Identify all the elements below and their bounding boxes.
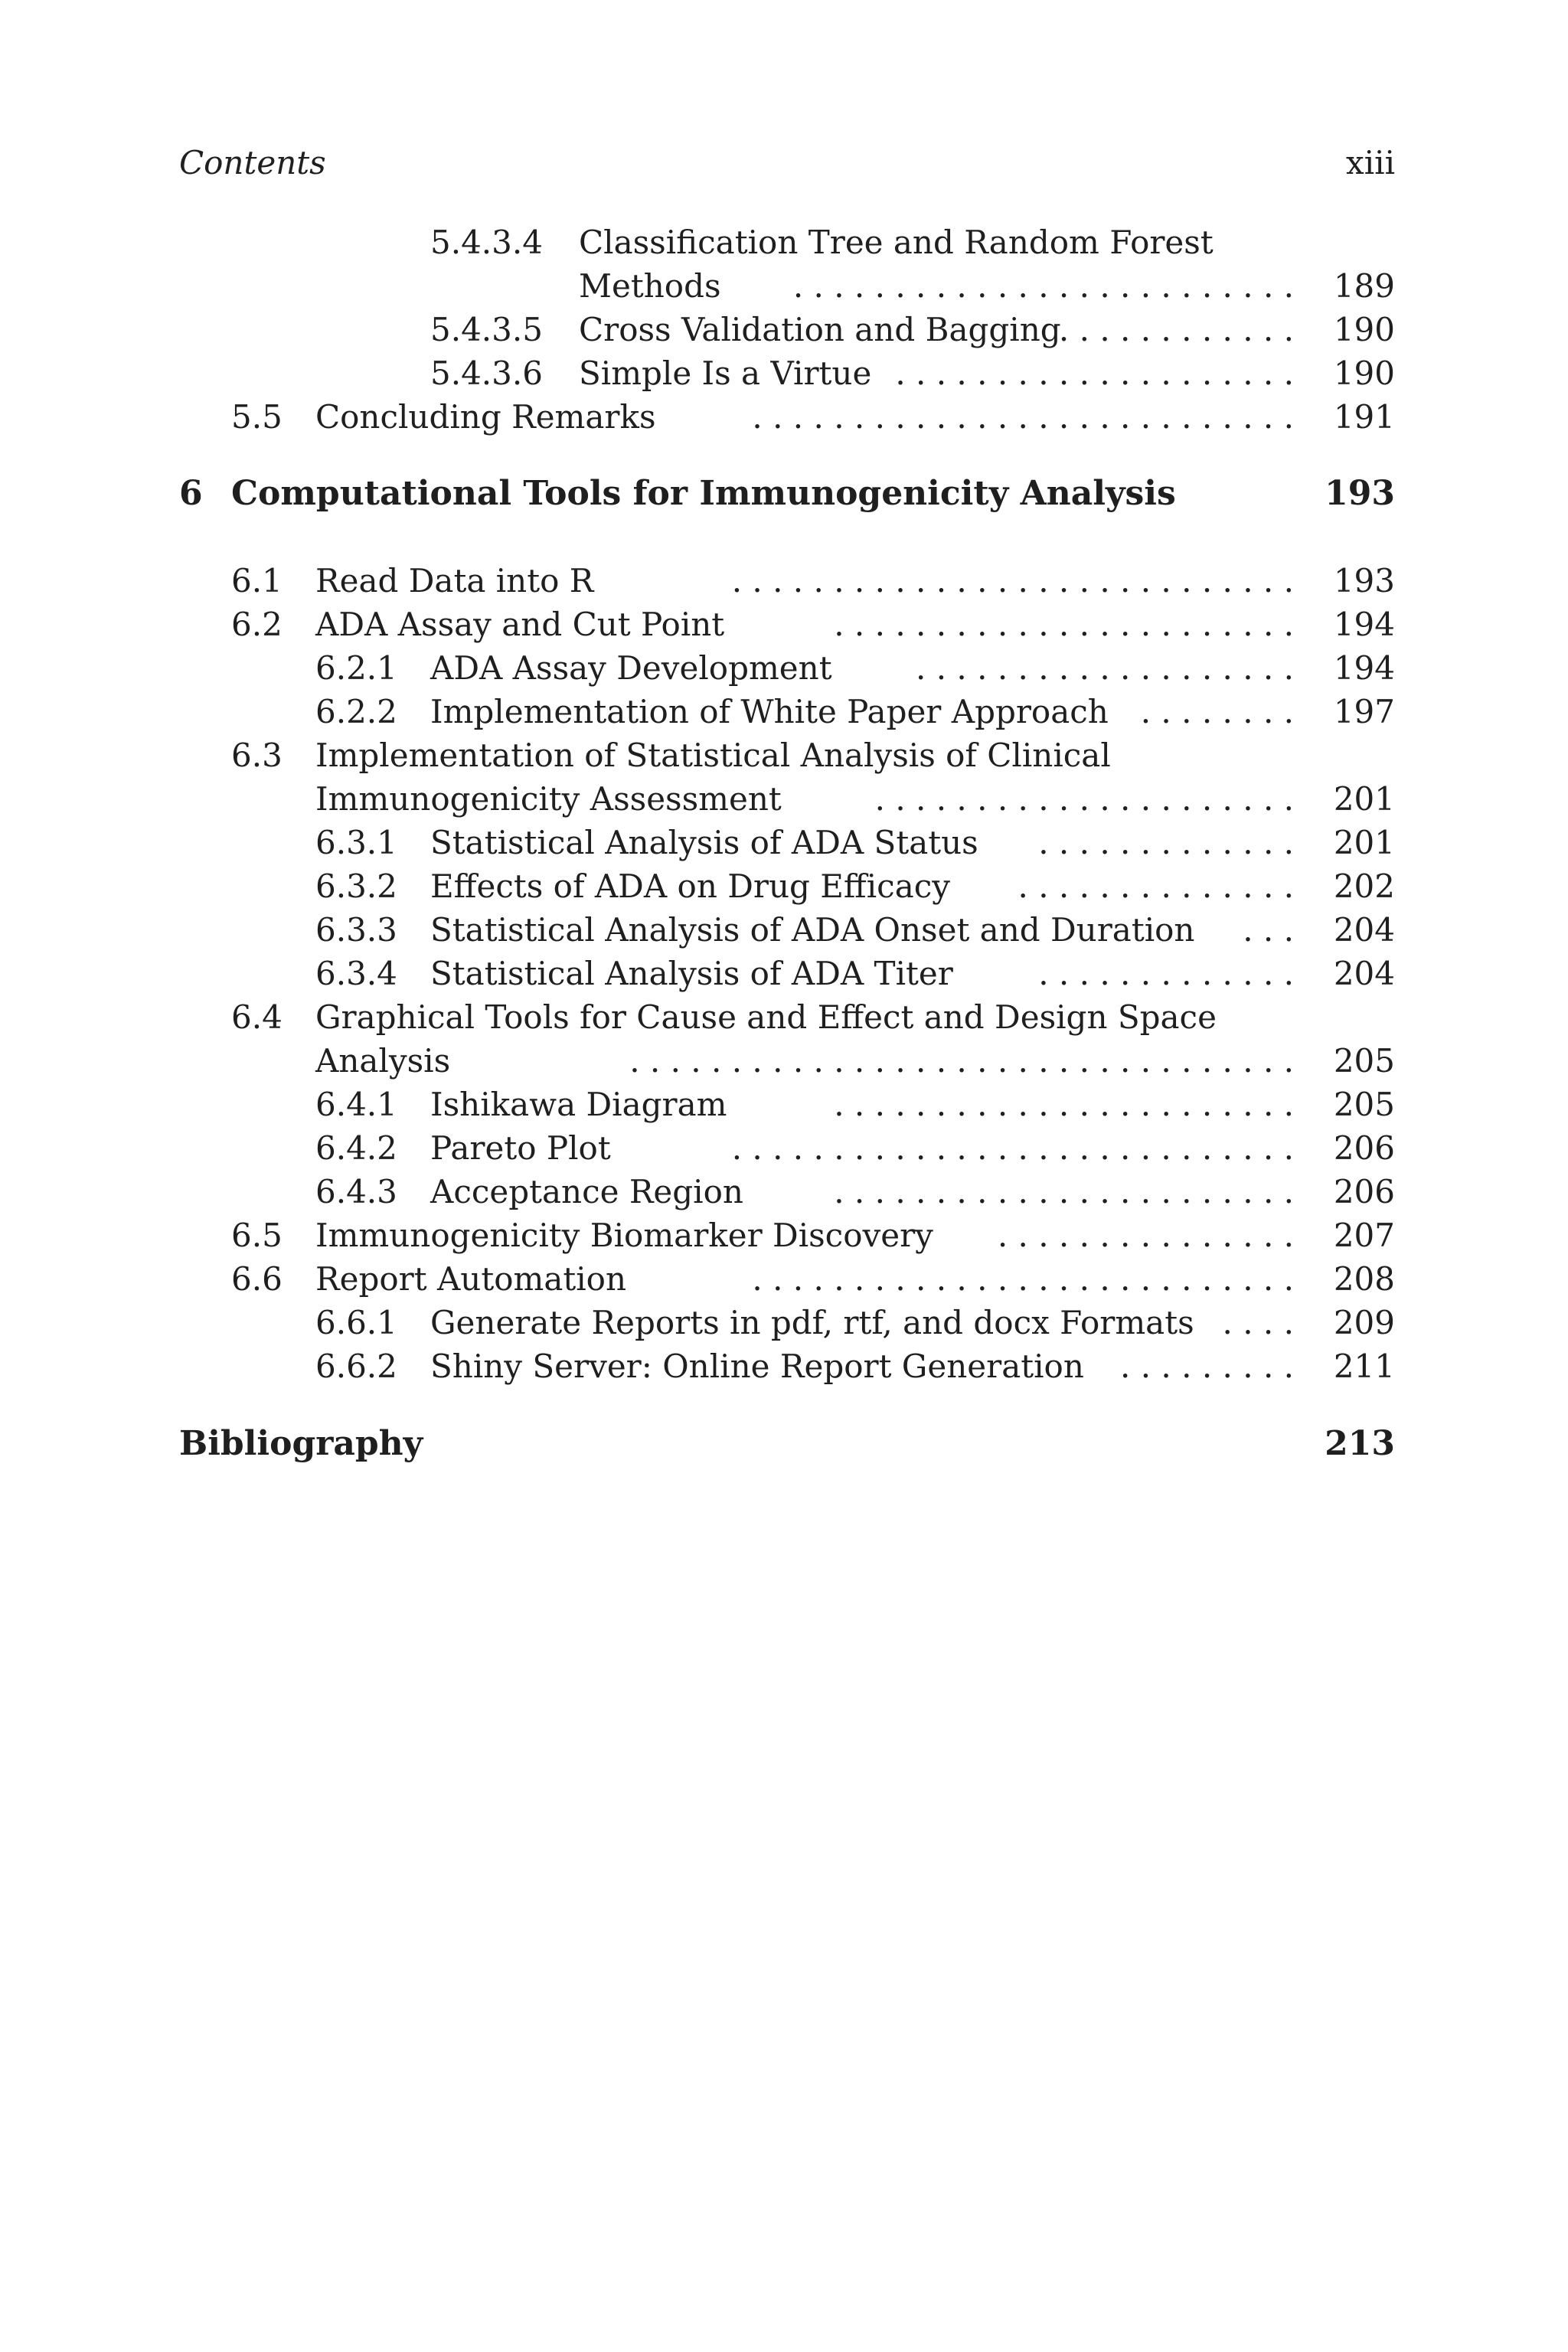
leader-dots: . . . . . . . . . . . . . . . . . . . . . . . . . . . <box>752 1260 1294 1298</box>
toc-entry-page: 208 <box>1333 1260 1395 1298</box>
toc-entry-number: 6.1 <box>231 562 283 599</box>
toc-entry-title: Acceptance Region <box>430 1173 743 1210</box>
toc-entry-title: Ishikawa Diagram <box>430 1086 727 1123</box>
toc-entry-title: Generate Reports in pdf, rtf, and docx Formats <box>430 1304 1194 1341</box>
toc-chapter-6[interactable] <box>0 472 1568 515</box>
toc-entry-number: 6.6 <box>231 1260 283 1298</box>
toc-entry-6-3-cont[interactable] <box>0 778 1568 821</box>
toc-entry-page: 190 <box>1333 354 1395 392</box>
toc-entry-6-6-2[interactable] <box>0 1345 1568 1388</box>
toc-entry-number: 6.4.3 <box>315 1173 397 1210</box>
toc-entry-number: 6.5 <box>231 1217 283 1254</box>
toc-entry-page: 190 <box>1333 311 1395 348</box>
toc-entry-6-4[interactable] <box>0 996 1568 1039</box>
toc-entry-title: Report Automation <box>315 1260 627 1298</box>
toc-entry-title: Implementation of White Paper Approach <box>430 693 1109 730</box>
toc-entry-number: 5.4.3.4 <box>430 224 543 261</box>
toc-entry-title: Simple Is a Virtue <box>579 354 872 392</box>
toc-entry-number: 5.4.3.5 <box>430 311 543 348</box>
toc-entry-page: 211 <box>1333 1348 1395 1385</box>
leader-dots: . . . . . . . . . . . . . . . . . . . . . . . <box>834 606 1294 643</box>
leader-dots: . . . . . . . . . . . . . . . . . . . . <box>895 354 1294 392</box>
toc-entry-number: 6.6.2 <box>315 1348 397 1385</box>
toc-entry-6-4-2[interactable] <box>0 1127 1568 1170</box>
toc-entry-page: 201 <box>1333 780 1395 818</box>
toc-entry-page: 205 <box>1333 1042 1395 1080</box>
toc-entry-title: Immunogenicity Biomarker Discovery <box>315 1217 933 1254</box>
toc-entry-page: 206 <box>1333 1129 1395 1167</box>
toc-entry-number: 5.5 <box>231 398 283 436</box>
toc-entry-title: Statistical Analysis of ADA Titer <box>430 955 953 992</box>
leader-dots: . . . . . . . . . . . . . . . . . . . . . . . . . . . <box>752 398 1294 436</box>
toc-entry-page: 194 <box>1333 606 1395 643</box>
leader-dots: . . . . . . . . . <box>1120 1348 1294 1385</box>
leader-dots: . . . . . . . . . . . . . . . . . . . . . . . . . <box>792 267 1294 305</box>
running-head <box>179 142 1395 184</box>
toc-entry-6-2-1[interactable] <box>0 647 1568 690</box>
toc-entry-title: Concluding Remarks <box>315 398 656 436</box>
toc-entry-number: 5.4.3.6 <box>430 354 543 392</box>
toc-entry-page: 197 <box>1333 693 1395 730</box>
leader-dots: . . . <box>1243 911 1294 949</box>
toc-entry-title: Classification Tree and Random Forest <box>579 224 1214 261</box>
toc-entry-title: Read Data into R <box>315 562 594 599</box>
toc-entry-6-3-2[interactable] <box>0 865 1568 908</box>
leader-dots: . . . . . . . . . . . . . . . . . . . . . <box>874 780 1294 818</box>
toc-entry-number: 6.2.2 <box>315 693 397 730</box>
leader-dots: . . . . . . . . <box>1140 693 1294 730</box>
leader-dots: . . . . . . . . . . . . . . . . . . . . . . . . . . . . <box>731 1129 1294 1167</box>
toc-entry-number: 6.6.1 <box>315 1304 397 1341</box>
toc-entry-title: Pareto Plot <box>430 1129 611 1167</box>
running-head-page-number: xiii <box>1346 144 1395 181</box>
toc-entry-number: 6.3.3 <box>315 911 397 949</box>
leader-dots: . . . . <box>1222 1304 1294 1341</box>
toc-entry-number: 6.4 <box>231 998 283 1036</box>
toc-entry-page: 193 <box>1333 562 1395 599</box>
toc-entry-title: Implementation of Statistical Analysis of Clinical <box>315 737 1111 774</box>
leader-dots: . . . . . . . . . . . . . . <box>1018 867 1294 905</box>
toc-entry-page: 207 <box>1333 1217 1395 1254</box>
toc-entry-title-continued: Methods <box>579 267 721 305</box>
toc-bibliography[interactable] <box>0 1423 1568 1465</box>
toc-entry-page: 209 <box>1333 1304 1395 1341</box>
toc-entry-page: 204 <box>1333 911 1395 949</box>
leader-dots: . . . . . . . . . . . . . . . . . . . . . . . <box>834 1086 1294 1123</box>
toc-entry-5-4-3-5[interactable] <box>0 309 1568 351</box>
leader-dots: . . . . . . . . . . . . . . . <box>997 1217 1294 1254</box>
leader-dots: . . . . . . . . . . . . . . . . . . . <box>916 649 1294 687</box>
toc-entry-6-2[interactable] <box>0 603 1568 646</box>
toc-chapter-page: 213 <box>1325 1424 1395 1463</box>
toc-entry-title: Graphical Tools for Cause and Effect and Design Space <box>315 998 1217 1036</box>
toc-entry-6-4-3[interactable] <box>0 1171 1568 1214</box>
toc-entry-title: Statistical Analysis of ADA Onset and Duration <box>430 911 1195 949</box>
toc-entry-page: 201 <box>1333 824 1395 861</box>
running-head-title: Contents <box>179 144 326 181</box>
leader-dots: . . . . . . . . . . . . . . . . . . . . . . . . . . . . <box>731 562 1294 599</box>
toc-entry-6-3-4[interactable] <box>0 952 1568 995</box>
leader-dots: . . . . . . . . . . . . . <box>1038 955 1294 992</box>
toc-entry-6-5[interactable] <box>0 1214 1568 1257</box>
toc-entry-5-4-3-6[interactable] <box>0 352 1568 395</box>
toc-entry-page: 202 <box>1333 867 1395 905</box>
toc-entry-title: ADA Assay and Cut Point <box>315 606 725 643</box>
toc-entry-number: 6.4.2 <box>315 1129 397 1167</box>
leader-dots: . . . . . . . . . . . . <box>1058 311 1294 348</box>
toc-entry-6-3-3[interactable] <box>0 909 1568 952</box>
toc-entry-page: 189 <box>1333 267 1395 305</box>
toc-entry-page: 206 <box>1333 1173 1395 1210</box>
toc-entry-title: Statistical Analysis of ADA Status <box>430 824 978 861</box>
leader-dots: . . . . . . . . . . . . . . . . . . . . . . . . . . . . . . . . . <box>629 1042 1294 1080</box>
toc-entry-title: ADA Assay Development <box>430 649 832 687</box>
toc-entry-5-5[interactable] <box>0 396 1568 439</box>
toc-chapter-number: 6 <box>179 474 203 513</box>
toc-entry-number: 6.3.4 <box>315 955 397 992</box>
toc-entry-6-3-1[interactable] <box>0 822 1568 864</box>
toc-entry-page: 204 <box>1333 955 1395 992</box>
toc-entry-title-continued: Analysis <box>315 1042 451 1080</box>
toc-entry-title: Shiny Server: Online Report Generation <box>430 1348 1084 1385</box>
toc-entry-number: 6.4.1 <box>315 1086 397 1123</box>
toc-entry-number: 6.3 <box>231 737 283 774</box>
toc-entry-number: 6.2 <box>231 606 283 643</box>
toc-entry-5-4-3-4-cont[interactable] <box>0 265 1568 308</box>
toc-entry-number: 6.2.1 <box>315 649 397 687</box>
leader-dots: . . . . . . . . . . . . . <box>1038 824 1294 861</box>
toc-entry-title: Effects of ADA on Drug Efficacy <box>430 867 950 905</box>
toc-entry-6-6-1[interactable] <box>0 1302 1568 1344</box>
toc-entry-page: 194 <box>1333 649 1395 687</box>
toc-entry-page: 191 <box>1333 398 1395 436</box>
toc-entry-6-4-cont[interactable] <box>0 1040 1568 1083</box>
toc-entry-6-6[interactable] <box>0 1258 1568 1301</box>
toc-chapter-title: Bibliography <box>179 1424 423 1463</box>
leader-dots: . . . . . . . . . . . . . . . . . . . . . . . <box>834 1173 1294 1210</box>
toc-chapter-page: 193 <box>1325 474 1395 513</box>
toc-entry-5-4-3-4[interactable] <box>0 221 1568 264</box>
toc-entry-6-1[interactable] <box>0 560 1568 603</box>
toc-entry-6-3[interactable] <box>0 734 1568 777</box>
toc-entry-6-4-1[interactable] <box>0 1083 1568 1126</box>
toc-entry-title-continued: Immunogenicity Assessment <box>315 780 782 818</box>
toc-chapter-title: Computational Tools for Immunogenicity Analysis <box>231 474 1176 513</box>
toc-entry-number: 6.3.2 <box>315 867 397 905</box>
toc-entry-page: 205 <box>1333 1086 1395 1123</box>
toc-entry-title: Cross Validation and Bagging <box>579 311 1061 348</box>
toc-entry-number: 6.3.1 <box>315 824 397 861</box>
toc-entry-6-2-2[interactable] <box>0 691 1568 733</box>
